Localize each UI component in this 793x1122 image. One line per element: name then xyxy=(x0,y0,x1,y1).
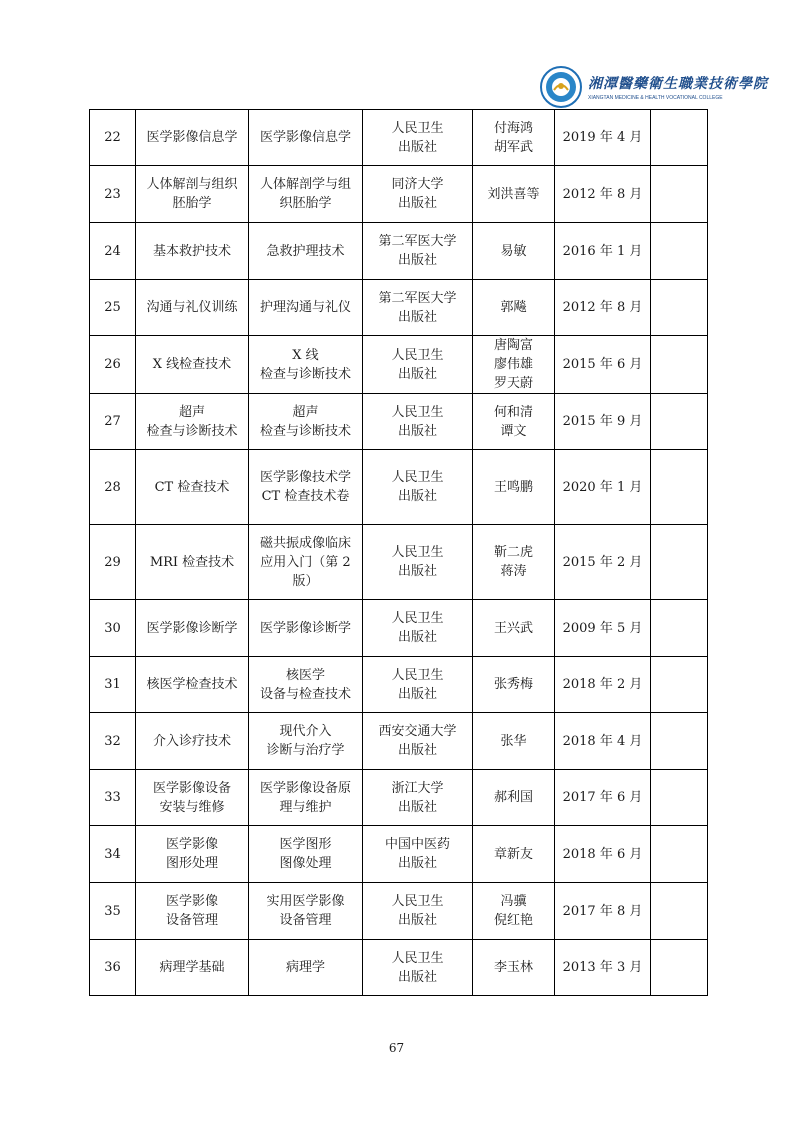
note-cell xyxy=(651,525,708,600)
textbook-table xyxy=(89,109,708,996)
table-row xyxy=(90,770,708,826)
row-number-cell: 36 xyxy=(90,940,136,996)
author-cell: 郝利国 xyxy=(473,770,555,826)
course-name-cell: 医学影像设备 安装与维修 xyxy=(136,770,249,826)
row-number-cell: 27 xyxy=(90,394,136,450)
publisher-cell: 第二军医大学 出版社 xyxy=(363,280,473,336)
publisher-cell: 人民卫生 出版社 xyxy=(363,525,473,600)
author-cell: 唐陶富 廖伟雄 罗天蔚 xyxy=(473,336,555,394)
textbook-name-cell: 病理学 xyxy=(249,940,363,996)
table-row xyxy=(90,600,708,657)
course-name-cell: 医学影像信息学 xyxy=(136,110,249,166)
table-row xyxy=(90,166,708,223)
table-row xyxy=(90,826,708,883)
row-number-cell: 26 xyxy=(90,336,136,394)
textbook-name-cell: 磁共振成像临床 应用入门（第 2 版） xyxy=(249,525,363,600)
note-cell xyxy=(651,713,708,770)
college-seal-icon xyxy=(540,66,582,108)
note-cell xyxy=(651,110,708,166)
course-name-cell: 基本救护技术 xyxy=(136,223,249,280)
textbook-name-cell: 现代介入 诊断与治疗学 xyxy=(249,713,363,770)
publish-date-cell: 2017 年 8 月 xyxy=(555,883,651,940)
textbook-name-cell: 人体解剖学与组 织胚胎学 xyxy=(249,166,363,223)
author-cell: 付海鸿 胡军武 xyxy=(473,110,555,166)
publish-date-cell: 2013 年 3 月 xyxy=(555,940,651,996)
row-number-cell: 34 xyxy=(90,826,136,883)
course-name-cell: 病理学基础 xyxy=(136,940,249,996)
table-row xyxy=(90,450,708,525)
publish-date-cell: 2020 年 1 月 xyxy=(555,450,651,525)
author-cell: 张秀梅 xyxy=(473,657,555,713)
publisher-cell: 浙江大学 出版社 xyxy=(363,770,473,826)
row-number-cell: 33 xyxy=(90,770,136,826)
publisher-cell: 人民卫生 出版社 xyxy=(363,940,473,996)
publisher-cell: 人民卫生 出版社 xyxy=(363,657,473,713)
textbook-name-cell: 超声 检查与诊断技术 xyxy=(249,394,363,450)
publisher-cell: 第二军医大学 出版社 xyxy=(363,223,473,280)
row-number-cell: 30 xyxy=(90,600,136,657)
publisher-cell: 同济大学 出版社 xyxy=(363,166,473,223)
table-row xyxy=(90,940,708,996)
textbook-name-cell: 医学影像设备原 理与维护 xyxy=(249,770,363,826)
course-name-cell: 超声 检查与诊断技术 xyxy=(136,394,249,450)
course-name-cell: CT 检查技术 xyxy=(136,450,249,525)
note-cell xyxy=(651,883,708,940)
publisher-cell: 人民卫生 出版社 xyxy=(363,450,473,525)
textbook-name-cell: 实用医学影像 设备管理 xyxy=(249,883,363,940)
author-cell: 郭飚 xyxy=(473,280,555,336)
publisher-cell: 西安交通大学 出版社 xyxy=(363,713,473,770)
author-cell: 刘洪喜等 xyxy=(473,166,555,223)
textbook-name-cell: 医学影像技术学 CT 检查技术卷 xyxy=(249,450,363,525)
author-cell: 冯骥 倪红艳 xyxy=(473,883,555,940)
author-cell: 王兴武 xyxy=(473,600,555,657)
publisher-cell: 人民卫生 出版社 xyxy=(363,110,473,166)
textbook-name-cell: 医学影像信息学 xyxy=(249,110,363,166)
publisher-cell: 人民卫生 出版社 xyxy=(363,394,473,450)
row-number-cell: 31 xyxy=(90,657,136,713)
author-cell: 王鸣鹏 xyxy=(473,450,555,525)
author-cell: 张华 xyxy=(473,713,555,770)
note-cell xyxy=(651,394,708,450)
course-name-cell: X 线检查技术 xyxy=(136,336,249,394)
row-number-cell: 32 xyxy=(90,713,136,770)
course-name-cell: 医学影像 设备管理 xyxy=(136,883,249,940)
row-number-cell: 23 xyxy=(90,166,136,223)
publish-date-cell: 2016 年 1 月 xyxy=(555,223,651,280)
college-name-en: XIANGTAN MEDICINE & HEALTH VOCATIONAL COLLEGE xyxy=(588,95,723,101)
publish-date-cell: 2015 年 2 月 xyxy=(555,525,651,600)
publish-date-cell: 2018 年 6 月 xyxy=(555,826,651,883)
table-row xyxy=(90,883,708,940)
publish-date-cell: 2019 年 4 月 xyxy=(555,110,651,166)
textbook-name-cell: 医学影像诊断学 xyxy=(249,600,363,657)
course-name-cell: 核医学检查技术 xyxy=(136,657,249,713)
note-cell xyxy=(651,280,708,336)
publish-date-cell: 2012 年 8 月 xyxy=(555,280,651,336)
course-name-cell: 医学影像诊断学 xyxy=(136,600,249,657)
textbook-name-cell: 医学图形 图像处理 xyxy=(249,826,363,883)
row-number-cell: 29 xyxy=(90,525,136,600)
textbook-name-cell: 急救护理技术 xyxy=(249,223,363,280)
publisher-cell: 中国中医药 出版社 xyxy=(363,826,473,883)
author-cell: 易敏 xyxy=(473,223,555,280)
publisher-cell: 人民卫生 出版社 xyxy=(363,336,473,394)
row-number-cell: 25 xyxy=(90,280,136,336)
course-name-cell: 介入诊疗技术 xyxy=(136,713,249,770)
table-row xyxy=(90,713,708,770)
row-number-cell: 35 xyxy=(90,883,136,940)
college-logo xyxy=(540,64,768,110)
note-cell xyxy=(651,826,708,883)
row-number-cell: 24 xyxy=(90,223,136,280)
textbook-name-cell: X 线 检查与诊断技术 xyxy=(249,336,363,394)
author-cell: 何和清 谭文 xyxy=(473,394,555,450)
college-name-cn: 湘潭醫藥衛生職業技術學院 xyxy=(588,76,768,92)
page-number: 67 xyxy=(388,1041,405,1055)
row-number-cell: 28 xyxy=(90,450,136,525)
publish-date-cell: 2009 年 5 月 xyxy=(555,600,651,657)
note-cell xyxy=(651,166,708,223)
table-row xyxy=(90,336,708,394)
publish-date-cell: 2015 年 6 月 xyxy=(555,336,651,394)
note-cell xyxy=(651,940,708,996)
note-cell xyxy=(651,223,708,280)
row-number-cell: 22 xyxy=(90,110,136,166)
table-row xyxy=(90,657,708,713)
publisher-cell: 人民卫生 出版社 xyxy=(363,600,473,657)
table-row xyxy=(90,280,708,336)
table-row xyxy=(90,223,708,280)
note-cell xyxy=(651,657,708,713)
publish-date-cell: 2018 年 4 月 xyxy=(555,713,651,770)
author-cell: 李玉林 xyxy=(473,940,555,996)
publish-date-cell: 2018 年 2 月 xyxy=(555,657,651,713)
textbook-name-cell: 护理沟通与礼仪 xyxy=(249,280,363,336)
course-name-cell: 人体解剖与组织 胚胎学 xyxy=(136,166,249,223)
course-name-cell: MRI 检查技术 xyxy=(136,525,249,600)
table-row xyxy=(90,394,708,450)
table-row xyxy=(90,110,708,166)
course-name-cell: 医学影像 图形处理 xyxy=(136,826,249,883)
publisher-cell: 人民卫生 出版社 xyxy=(363,883,473,940)
publish-date-cell: 2015 年 9 月 xyxy=(555,394,651,450)
note-cell xyxy=(651,336,708,394)
note-cell xyxy=(651,770,708,826)
publish-date-cell: 2012 年 8 月 xyxy=(555,166,651,223)
table-row xyxy=(90,525,708,600)
author-cell: 章新友 xyxy=(473,826,555,883)
textbook-name-cell: 核医学 设备与检查技术 xyxy=(249,657,363,713)
note-cell xyxy=(651,450,708,525)
publish-date-cell: 2017 年 6 月 xyxy=(555,770,651,826)
author-cell: 靳二虎 蒋涛 xyxy=(473,525,555,600)
course-name-cell: 沟通与礼仪训练 xyxy=(136,280,249,336)
note-cell xyxy=(651,600,708,657)
